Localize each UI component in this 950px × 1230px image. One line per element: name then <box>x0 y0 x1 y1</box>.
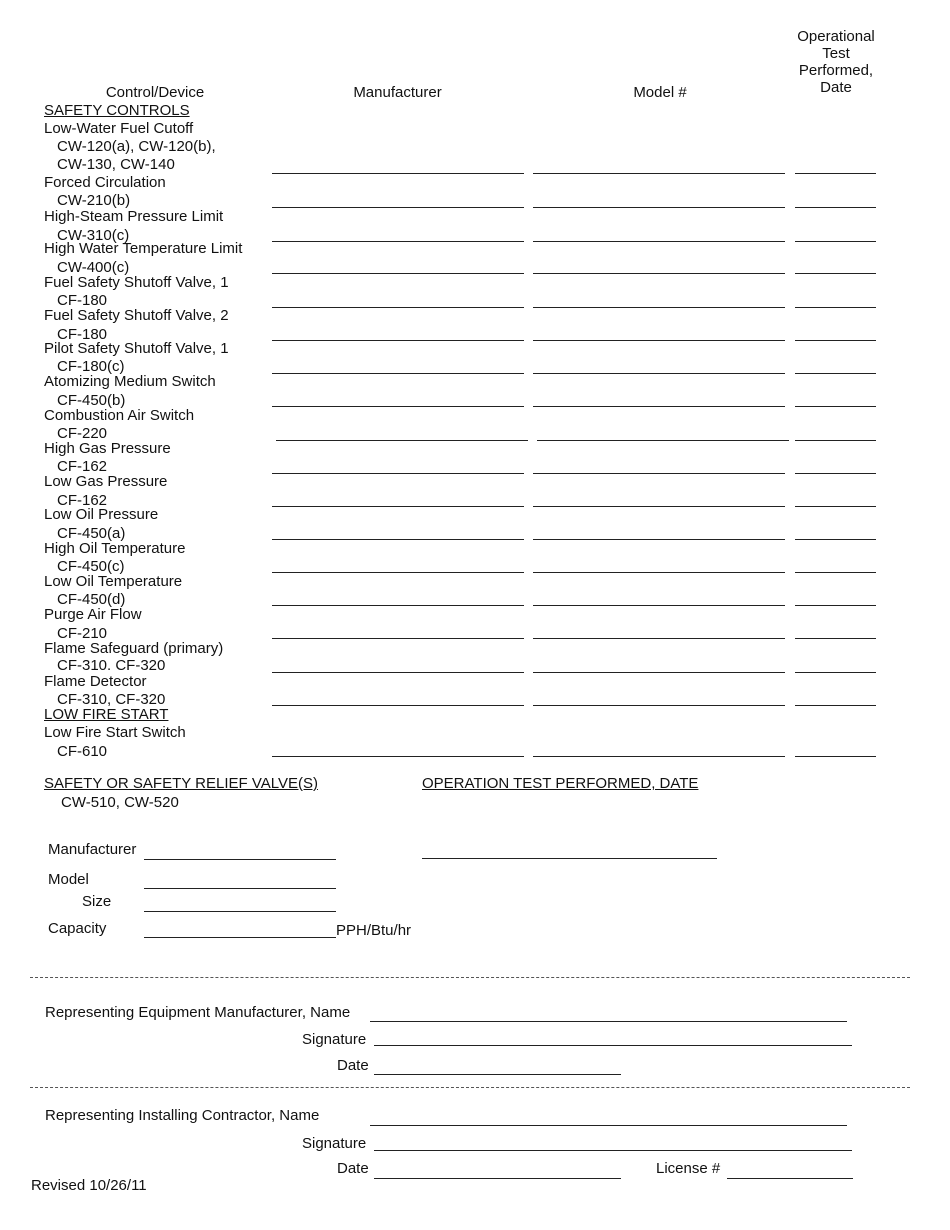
device-name: High Gas Pressure <box>44 440 171 457</box>
device-name: Low-Water Fuel Cutoff <box>44 120 194 137</box>
header-model: Model # <box>633 84 687 101</box>
test-date-line[interactable] <box>795 340 876 341</box>
device-name: Pilot Safety Shutoff Valve, 1 <box>44 340 229 357</box>
device-code: CW-120(a), CW-120(b), <box>57 138 216 155</box>
test-date-line[interactable] <box>795 307 876 308</box>
capacity-unit: PPH/Btu/hr <box>336 922 412 939</box>
dashed-divider <box>30 1087 910 1088</box>
device-code: CF-310. CF-320 <box>57 657 166 674</box>
device-name: Atomizing Medium Switch <box>44 373 216 390</box>
revised-date: Revised 10/26/11 <box>31 1177 147 1194</box>
test-date-line[interactable] <box>795 672 876 673</box>
installing-contractor-date-line[interactable] <box>374 1178 621 1179</box>
device-name: Low Oil Pressure <box>44 506 159 523</box>
manufacturer-line[interactable] <box>272 705 524 706</box>
section-title-low-fire-start: LOW FIRE START <box>44 706 169 723</box>
device-name: Low Gas Pressure <box>44 473 168 490</box>
equipment-manufacturer-date-label: Date <box>337 1057 369 1074</box>
model-line[interactable] <box>533 539 785 540</box>
equipment-manufacturer-name-label: Representing Equipment Manufacturer, Name <box>45 1004 351 1021</box>
test-date-line[interactable] <box>795 506 876 507</box>
test-date-line[interactable] <box>795 440 876 441</box>
header-operational-line: Test <box>822 45 850 62</box>
device-code: CF-450(a) <box>57 525 126 542</box>
device-name: Forced Circulation <box>44 174 166 191</box>
manufacturer-line[interactable] <box>272 572 524 573</box>
relief-model-label: Model <box>48 871 89 888</box>
header-operational-test <box>786 28 886 96</box>
installing-contractor-signature-label: Signature <box>302 1135 367 1152</box>
installing-contractor-name-line[interactable] <box>370 1125 847 1126</box>
device-code: CW-210(b) <box>57 192 131 209</box>
relief-capacity-line[interactable] <box>144 937 336 938</box>
manufacturer-line[interactable] <box>272 340 524 341</box>
relief-manufacturer-line[interactable] <box>144 859 336 860</box>
installing-contractor-name-label: Representing Installing Contractor, Name <box>45 1107 320 1124</box>
installing-contractor-license-line[interactable] <box>727 1178 853 1179</box>
model-line[interactable] <box>533 173 785 174</box>
device-code: CF-180 <box>57 326 108 343</box>
equipment-manufacturer-signature-label: Signature <box>302 1031 367 1048</box>
manufacturer-line[interactable] <box>272 473 524 474</box>
device-name: Purge Air Flow <box>44 606 142 623</box>
model-line[interactable] <box>533 241 785 242</box>
manufacturer-line[interactable] <box>272 173 524 174</box>
device-code: CW-400(c) <box>57 259 130 276</box>
device-code: CF-180 <box>57 292 108 309</box>
equipment-manufacturer-name-line[interactable] <box>370 1021 847 1022</box>
device-name: Low Oil Temperature <box>44 573 183 590</box>
manufacturer-line[interactable] <box>272 273 524 274</box>
section-title-relief-valve: SAFETY OR SAFETY RELIEF VALVE(S) <box>44 775 318 792</box>
test-date-line[interactable] <box>795 539 876 540</box>
manufacturer-line[interactable] <box>272 539 524 540</box>
device-code: CF-310, CF-320 <box>57 691 166 708</box>
manufacturer-line[interactable] <box>272 307 524 308</box>
test-date-line[interactable] <box>795 605 876 606</box>
model-line[interactable] <box>533 207 785 208</box>
test-date-line[interactable] <box>795 273 876 274</box>
test-date-line[interactable] <box>795 207 876 208</box>
relief-model-line[interactable] <box>144 888 336 889</box>
manufacturer-line[interactable] <box>272 373 524 374</box>
operation-test-date-line[interactable] <box>422 858 717 859</box>
manufacturer-line[interactable] <box>272 406 524 407</box>
section-title-safety-controls: SAFETY CONTROLS <box>44 102 190 119</box>
installing-contractor-signature-line[interactable] <box>374 1150 852 1151</box>
model-line[interactable] <box>533 705 785 706</box>
relief-capacity-label: Capacity <box>48 920 107 937</box>
equipment-manufacturer-date-line[interactable] <box>374 1074 621 1075</box>
model-line[interactable] <box>533 638 785 639</box>
model-line[interactable] <box>533 506 785 507</box>
test-date-line[interactable] <box>795 756 876 757</box>
test-date-line[interactable] <box>795 406 876 407</box>
device-name: Low Fire Start Switch <box>44 724 186 741</box>
header-operational-line: Performed, <box>798 62 874 79</box>
test-date-line[interactable] <box>795 241 876 242</box>
manufacturer-line[interactable] <box>272 207 524 208</box>
device-code: CF-450(d) <box>57 591 126 608</box>
relief-valve-codes: CW-510, CW-520 <box>61 794 179 811</box>
device-code: CF-220 <box>57 425 108 442</box>
device-name: High-Steam Pressure Limit <box>44 208 224 225</box>
device-name: High Water Temperature Limit <box>44 240 243 257</box>
model-line[interactable] <box>537 440 789 441</box>
model-line[interactable] <box>533 473 785 474</box>
test-date-line[interactable] <box>795 473 876 474</box>
device-code: CF-162 <box>57 492 108 509</box>
device-code: CF-162 <box>57 458 108 475</box>
relief-size-label: Size <box>82 893 112 910</box>
device-code: CF-610 <box>57 743 108 760</box>
test-date-line[interactable] <box>795 705 876 706</box>
manufacturer-line[interactable] <box>272 638 524 639</box>
model-line[interactable] <box>533 273 785 274</box>
header-control-device: Control/Device <box>105 84 205 101</box>
manufacturer-line[interactable] <box>272 672 524 673</box>
device-name: Flame Detector <box>44 673 147 690</box>
device-code: CF-180(c) <box>57 358 125 375</box>
device-name: Flame Safeguard (primary) <box>44 640 224 657</box>
model-line[interactable] <box>533 756 785 757</box>
dashed-divider <box>30 977 910 978</box>
model-line[interactable] <box>533 572 785 573</box>
device-code: CF-210 <box>57 625 108 642</box>
model-line[interactable] <box>533 672 785 673</box>
installing-contractor-date-label: Date <box>337 1160 369 1177</box>
model-line[interactable] <box>533 605 785 606</box>
model-line[interactable] <box>533 406 785 407</box>
manufacturer-line[interactable] <box>272 605 524 606</box>
header-operational-line: Date <box>820 79 852 96</box>
relief-size-line[interactable] <box>144 911 336 912</box>
device-name: Combustion Air Switch <box>44 407 195 424</box>
device-code: CF-450(c) <box>57 558 125 575</box>
manufacturer-line[interactable] <box>276 440 528 441</box>
test-date-line[interactable] <box>795 373 876 374</box>
device-code: CW-310(c) <box>57 227 130 244</box>
test-date-line[interactable] <box>795 638 876 639</box>
relief-manufacturer-label: Manufacturer <box>48 841 137 858</box>
model-line[interactable] <box>533 373 785 374</box>
test-date-line[interactable] <box>795 572 876 573</box>
header-operational-line: Operational <box>797 28 875 45</box>
test-date-line[interactable] <box>795 173 876 174</box>
manufacturer-line[interactable] <box>272 506 524 507</box>
manufacturer-line[interactable] <box>272 756 524 757</box>
header-manufacturer: Manufacturer <box>353 84 442 101</box>
device-name: High Oil Temperature <box>44 540 186 557</box>
equipment-manufacturer-signature-line[interactable] <box>374 1045 852 1046</box>
installing-contractor-license-label: License # <box>656 1160 721 1177</box>
model-line[interactable] <box>533 340 785 341</box>
section-title-operation-test: OPERATION TEST PERFORMED, DATE <box>422 775 699 792</box>
manufacturer-line[interactable] <box>272 241 524 242</box>
device-code: CF-450(b) <box>57 392 126 409</box>
device-name: Fuel Safety Shutoff Valve, 2 <box>44 307 229 324</box>
model-line[interactable] <box>533 307 785 308</box>
device-code: CW-130, CW-140 <box>57 156 175 173</box>
device-name: Fuel Safety Shutoff Valve, 1 <box>44 274 229 291</box>
